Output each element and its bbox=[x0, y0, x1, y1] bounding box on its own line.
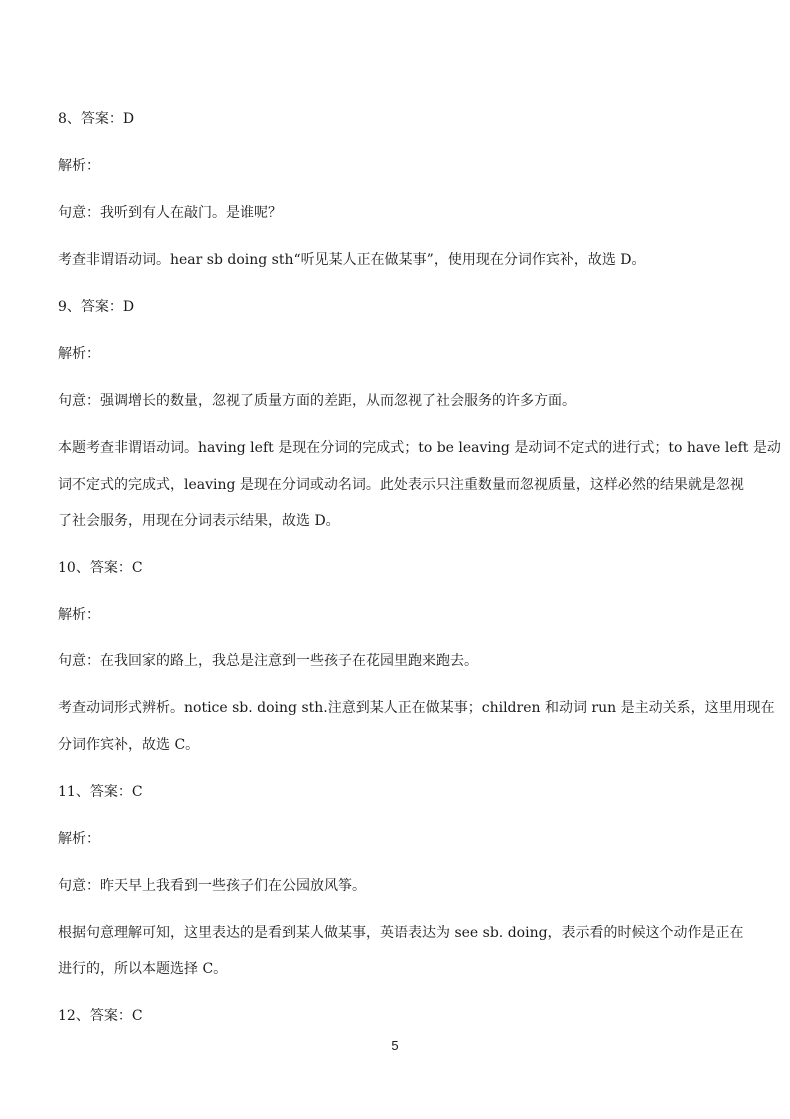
explanation-11-line-1: 根据句意理解可知，这里表达的是看到某人做某事，英语表达为 see sb. doing，表示看的时候这个动作是正在 bbox=[58, 925, 744, 941]
analysis-label-8: 解析： bbox=[58, 158, 100, 174]
explanation-8: 考查非谓语动词。hear sb doing sth“听见某人正在做某事”，使用现在分词作宾补，故选 D。 bbox=[58, 252, 646, 268]
answer-9: 9、答案：D bbox=[58, 299, 135, 315]
answer-10: 10、答案：C bbox=[58, 560, 143, 576]
sentence-meaning-11: 句意：昨天早上我看到一些孩子们在公园放风筝。 bbox=[58, 878, 366, 894]
page-number: 5 bbox=[391, 1038, 399, 1053]
explanation-11-line-2: 进行的，所以本题选择 C。 bbox=[58, 961, 228, 977]
analysis-label-11: 解析： bbox=[58, 831, 100, 847]
analysis-label-10: 解析： bbox=[58, 607, 100, 623]
answer-8: 8、答案：D bbox=[58, 111, 135, 127]
sentence-meaning-8: 句意：我听到有人在敲门。是谁呢？ bbox=[58, 205, 282, 221]
answer-12: 12、答案：C bbox=[58, 1008, 143, 1024]
explanation-10-line-2: 分词作宾补，故选 C。 bbox=[58, 737, 200, 753]
explanation-10-line-1: 考查动词形式辨析。notice sb. doing sth.注意到某人正在做某事；children 和动词 run 是主动关系，这里用现在 bbox=[58, 700, 775, 716]
answer-11: 11、答案：C bbox=[58, 784, 143, 800]
analysis-label-9: 解析： bbox=[58, 346, 100, 362]
sentence-meaning-10: 句意：在我回家的路上，我总是注意到一些孩子在花园里跑来跑去。 bbox=[58, 653, 478, 669]
sentence-meaning-9: 句意：强调增长的数量，忽视了质量方面的差距，从而忽视了社会服务的许多方面。 bbox=[58, 393, 576, 409]
explanation-9-line-2: 词不定式的完成式，leaving 是现在分词或动名词。此处表示只注重数量而忽视质量，这样必然的结果就是忽视 bbox=[58, 477, 744, 493]
explanation-9-line-3: 了社会服务，用现在分词表示结果，故选 D。 bbox=[58, 513, 340, 529]
explanation-9-line-1: 本题考查非谓语动词。having left 是现在分词的完成式；to be leaving 是动词不定式的进行式；to have left 是动 bbox=[58, 440, 781, 456]
